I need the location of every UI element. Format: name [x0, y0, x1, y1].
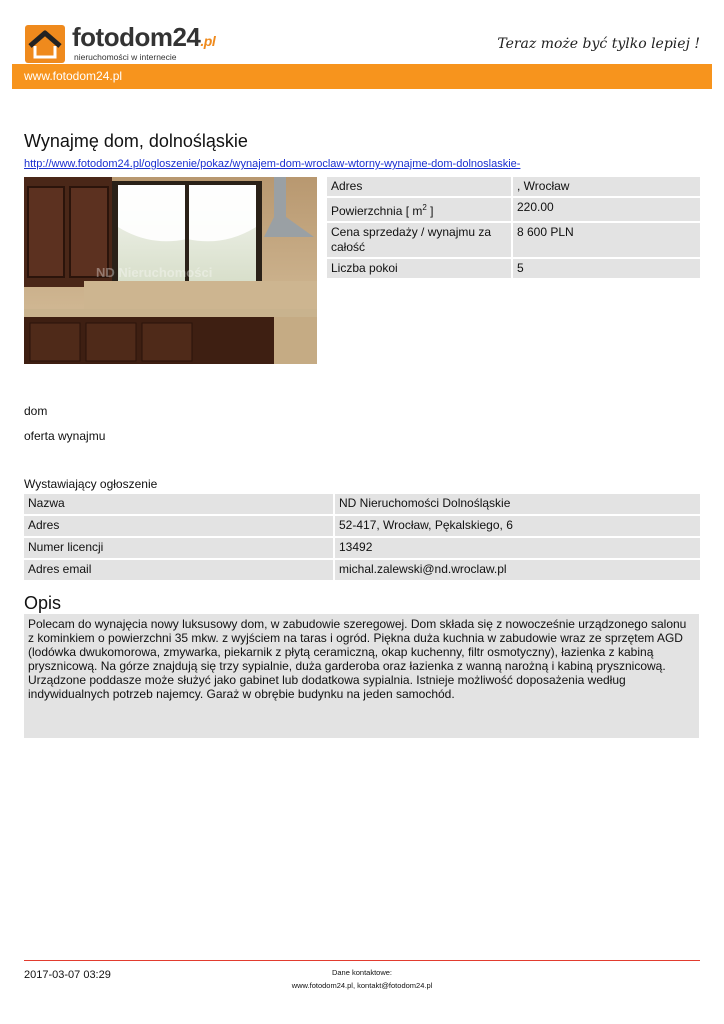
offer-type: oferta wynajmu — [24, 429, 106, 443]
table-row — [327, 259, 700, 278]
seller-heading: Wystawiający ogłoszenie — [24, 477, 158, 491]
seller-label-email: Adres email — [24, 560, 333, 580]
footer-divider — [24, 960, 700, 961]
page-title: Wynajmę dom, dolnośląskie — [24, 131, 248, 151]
description-text: Polecam do wynajęcia nowy luksusowy dom, w zabudowie szeregowej. Dom składa się z nowocześnie urządzonego salonu z kominkiem o powierzchni 35 mkw. z wyjściem na taras i ogród. Piękna duża kuchnia w zabudowie wraz ze sprzętem AGD (lodówka dwukomorowa, zmywarka, piekarnik z płytą ceramiczną, okap kuchenny, filtr osmotyczny), łazienka z kabiną prysznicową. Na górze znajdują się trzy sypialnie, duża garderoba oraz łazienka z wanną narożną i kabiną prysznicową. Urządzone poddasze może służyć jako gabinet lub dodatkowa sypialnia. Istnieje możliwość doposażenia według indywidualnych potrzeb najemcy. Garaż w obrębie budynku na jeden samochód. — [24, 614, 699, 738]
property-value-price: 8 600 PLN — [513, 223, 700, 257]
area-label-text: Powierzchnia [ m — [331, 204, 423, 218]
property-label-area — [327, 198, 511, 221]
kitchen-photo-image — [24, 177, 317, 364]
table-row — [24, 516, 700, 536]
listing-photo — [24, 177, 317, 364]
property-label-rooms: Liczba pokoi — [327, 259, 511, 278]
seller-value-email[interactable]: michal.zalewski@nd.wroclaw.pl — [335, 560, 700, 580]
seller-details-table — [22, 492, 702, 582]
photo-watermark: ND Nieruchomości — [96, 265, 213, 280]
listing-url-link[interactable]: http://www.fotodom24.pl/ogloszenie/pokaz/wynajem-dom-wroclaw-wtorny-wynajme-dom-dolnoslaskie- — [24, 158, 521, 170]
header-bar — [12, 64, 712, 89]
footer-contact — [262, 966, 462, 992]
property-value-rooms: 5 — [513, 259, 700, 278]
table-row — [327, 198, 700, 221]
property-label-address: Adres — [327, 177, 511, 196]
footer-date: 2017-03-07 03:29 — [24, 969, 111, 981]
house-logo-icon — [24, 24, 66, 64]
footer-contact-label: Dane kontaktowe: — [331, 968, 393, 977]
site-logo[interactable] — [24, 22, 244, 64]
table-row — [24, 560, 700, 580]
description-heading: Opis — [24, 593, 62, 613]
brand-subtitle: nieruchomości w internecie — [74, 52, 177, 62]
area-label-sup: 2 — [422, 203, 427, 212]
property-value-address: , Wrocław — [513, 177, 700, 196]
table-row — [327, 177, 700, 196]
footer-contact-value: www.fotodom24.pl, kontakt@fotodom24.pl — [291, 981, 433, 990]
seller-value-address: 52-417, Wrocław, Pękalskiego, 6 — [335, 516, 700, 536]
property-type: dom — [24, 404, 48, 418]
table-row — [24, 538, 700, 558]
seller-label-name: Nazwa — [24, 494, 333, 514]
seller-value-name: ND Nieruchomości Dolnośląskie — [335, 494, 700, 514]
table-row — [24, 494, 700, 514]
seller-value-license: 13492 — [335, 538, 700, 558]
property-label-price: Cena sprzedaży / wynajmu za całość — [327, 223, 511, 257]
seller-label-license: Numer licencji — [24, 538, 333, 558]
tagline: Teraz może być tylko lepiej ! — [497, 36, 700, 52]
brand-name: fotodom24.pl — [72, 22, 216, 52]
seller-label-address: Adres — [24, 516, 333, 536]
property-value-area: 220.00 — [513, 198, 700, 221]
table-row — [327, 223, 700, 257]
header-url-link[interactable]: www.fotodom24.pl — [24, 69, 123, 83]
brand-suffix: .pl — [200, 33, 216, 49]
area-label-end: ] — [426, 204, 434, 218]
property-details-table — [325, 175, 702, 280]
